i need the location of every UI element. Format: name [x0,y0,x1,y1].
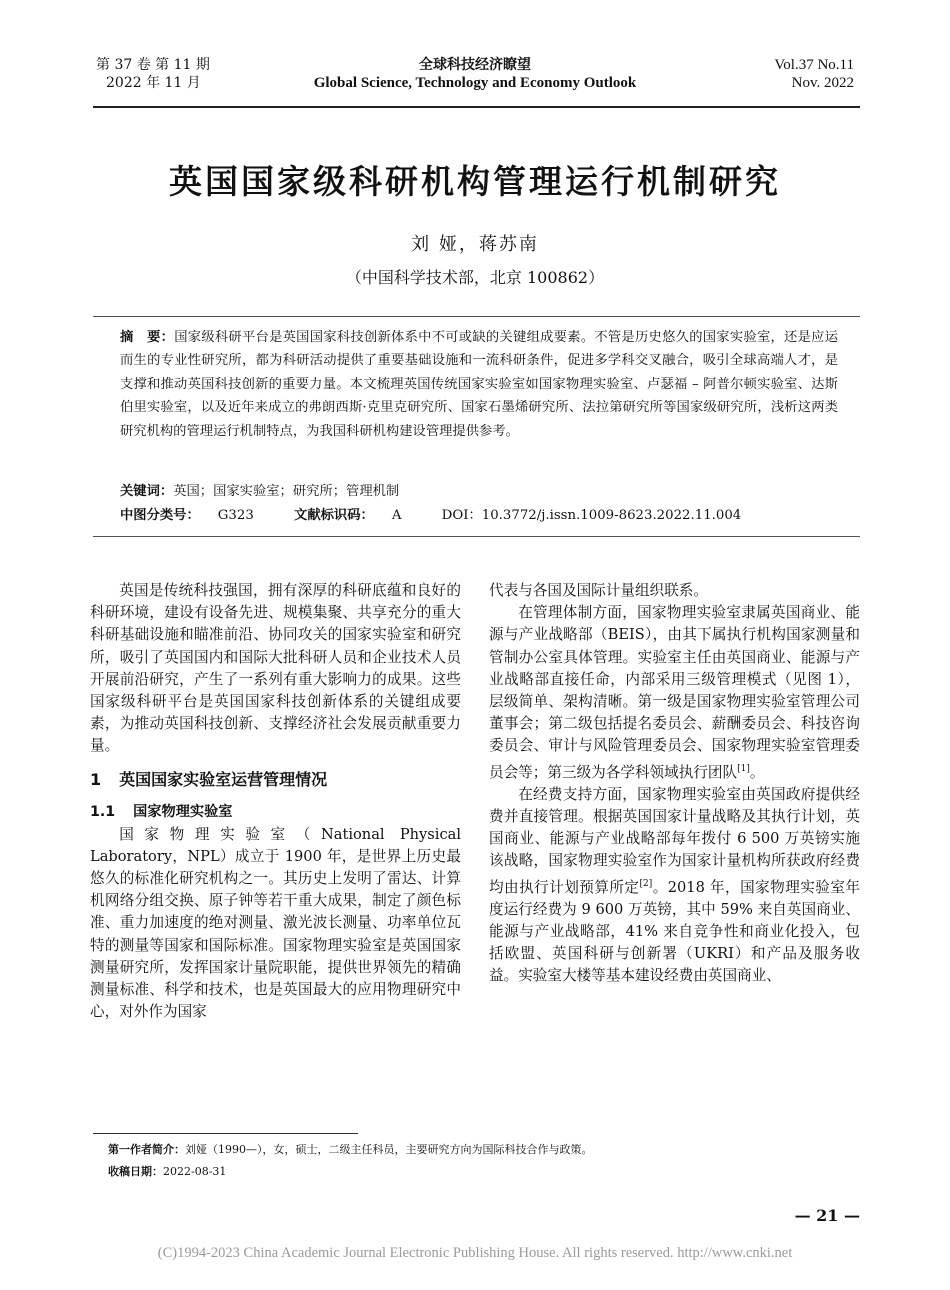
journal-name-cn: 全球科技经济瞭望 [419,57,531,73]
classification-line [120,505,838,527]
abstract-label: 摘 要： [120,330,175,345]
author-affiliation: （中国科学技术部，北京 100862） [345,268,605,287]
abstract [120,326,838,443]
page-number: — 21 — [794,1206,860,1225]
abstract-rule-bottom [93,536,860,537]
header-volume-en: Vol.37 No.11 [774,57,854,73]
npl-paragraph: 国家物理实验室（National Physical Laboratory，NPL）成立于 1900 年，是世界上历史最悠久的标准化研究机构之一。其历史上发明了雷达、计算机网络分组交换、原子钟等若干重大成果，制定了颜色标准、重力加速度的绝对测量、激光波长测量、功率单位瓦特的测量等国家和国际标准。国家物理实验室是英国国家测量研究所，发挥国家计量院职能，提供世界领先的精确测量标准、科学和技术，也是英国最大的应用物理研究中心，对外作为国家 [90,825,461,1021]
clc-label: 中图分类号： [120,508,200,523]
subsection-title: 国家物理实验室 [133,803,233,820]
journal-name-en: Global Science, Technology and Economy Outlook [313,75,637,91]
subsection-number: 1.1 [90,803,116,820]
funding-text: 在经费支持方面，国家物理实验室由英国政府提供经费并直接管理。根据英国国家计量战略及其执行计划，英国商业、能源与产业战略部每年拨付 6 500 万英镑实施该战略，国家物理实验室作为国家计量机构所获政府经费均由执行计划预算所定 [489,785,860,896]
footnote-author-text: 刘娅（1990—），女，硕士，二级主任科员，主要研究方向为国际科技合作与政策。 [185,1143,593,1156]
management-text-end: 。 [749,763,765,781]
doc-code-label: 文献标识码： [294,508,374,523]
header-date-en: Nov. 2022 [791,75,854,91]
doc-code-group [294,508,419,523]
keywords-label: 关键词： [120,484,174,499]
funding-paragraph [489,784,860,988]
body-column-right [489,580,860,987]
intro-paragraph: 英国是传统科技强国，拥有深厚的科研底蕴和良好的科研环境，建设有设备先进、规模集聚、共享充分的重大科研基础设施和瞄准前沿、协同攻关的国家实验室和研究所，吸引了英国国内和国际大批科研人员和企业技术人员开展前沿研究，产生了一系列有重大影响力的成果。这些国家级科研平台是英国国家科技创新体系的关键组成要素，为推动英国科技创新、支撑经济社会发展贡献重要力量。 [90,582,461,755]
keywords [120,481,838,503]
running-header-journal [200,56,750,92]
section-heading-1 [90,768,461,792]
keywords-text: 英国；国家实验室；研究所；管理机制 [173,484,400,499]
footnote-date-label: 收稿日期： [108,1165,163,1178]
abstract-text: 国家级科研平台是英国国家科技创新体系中不可或缺的关键组成要素。不管是历史悠久的国家实验室，还是应运而生的专业性研究所，都为科研活动提供了重要基础设施和一流科研条件，促进多学科交叉融合，吸引全球高端人才，是支撑和推动英国科技创新的重要力量。本文梳理英国传统国家实验室如国家物理实验室、卢瑟福 – 阿普尔顿实验室、达斯伯里实验室，以及近年来成立的弗朗西斯·克里克研究所、国家石墨烯研究所、法拉第研究所等国家级研究所，浅析这两类研究机构的管理运行机制特点，为我国科研机构建设管理提供参考。 [120,330,839,439]
footnote-date-text: 2022-08-31 [163,1165,227,1178]
article-title: 英国国家级科研机构管理运行机制研究 [169,162,781,201]
running-header-volume [774,56,854,92]
footnote-author-label: 第一作者简介： [108,1143,185,1156]
running-header-issue [96,56,210,92]
copyright-notice: (C)1994-2023 China Academic Journal Electronic Publishing House. All rights reserved. http://www.cnki.net [157,1245,793,1261]
footnote-received-date [108,1164,858,1180]
doi: DOI：10.3772/j.issn.1009-8623.2022.11.004 [441,508,742,523]
subsection-heading-1-1 [90,800,461,824]
footnote-author [108,1142,858,1158]
article-authors: 刘 娅，蒋苏南 [411,234,539,255]
section-number: 1 [90,769,102,789]
citation-2: [2] [639,878,653,889]
citation-1: [1] [737,763,750,774]
continued-paragraph: 代表与各国及国际计量组织联系。 [489,582,708,599]
doc-code-value: A [391,508,402,523]
clc-group [120,508,272,523]
header-volume-issue: 第 37 卷 第 11 期 [96,57,210,73]
management-text: 在管理体制方面，国家物理实验室隶属英国商业、能源与产业战略部（BEIS），由其下属执行机构国家测量和管制办公室具体管理。实验室主任由英国商业、能源与产业战略部直接任命，内部采用三级管理模式（见图 1），层级简单、架构清晰。第一级是国家物理实验室管理公司董事会；第二级包括提名委员会、薪酬委员会、科技咨询委员会、审计与风险管理委员会、国家物理实验室管理委员会等；第三级为各学科领域执行团队 [489,604,860,781]
header-rule [93,106,860,108]
body-column-left [90,580,461,1023]
funding-text-end: 。2018 年，国家物理实验室年度运行经费为 9 600 万英镑，其中 59% 来自英国商业、能源与产业战略部，41% 来自竞争性和商业化投入，包括欧盟、英国科研与创新署（UKRI）和产品及服务收益。实验室大楼等基本建设经费由英国商业、 [489,878,860,985]
management-paragraph [489,602,860,783]
header-date-cn: 2022 年 11 月 [106,75,201,91]
section-title: 英国国家实验室运营管理情况 [119,769,328,789]
clc-value: G323 [217,508,254,523]
abstract-rule-top [93,316,860,317]
footnote-rule [93,1133,358,1134]
